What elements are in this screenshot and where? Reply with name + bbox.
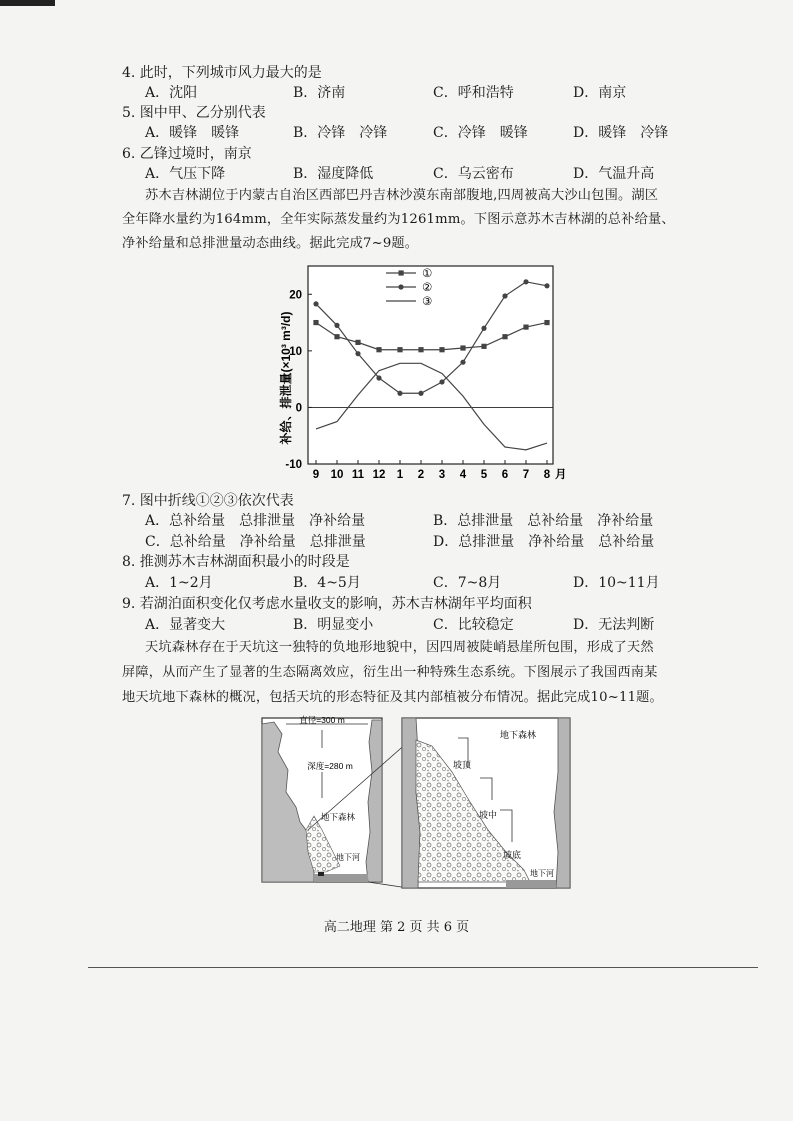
lake-balance-chart (268, 258, 568, 490)
river-label-right: 地下河 (530, 869, 554, 878)
forest-label-left: 地下森林 (320, 812, 356, 822)
legend-label-3: ③ (422, 296, 433, 308)
chart-point-s1 (376, 347, 381, 352)
chart-point-s1 (418, 347, 423, 352)
chart-point-s2 (334, 323, 339, 328)
question-9-option-c: C．比较稳定 (433, 617, 514, 633)
question-9-stem: 9. 若湖泊面积变化仅考虑水量收支的影响，苏木吉林湖年平均面积 (122, 596, 532, 612)
question-6-option-a: A．气压下降 (145, 166, 226, 182)
chart-point-s2 (397, 391, 402, 396)
scan-mark (0, 0, 55, 6)
chart-x-tick-label: 9 (312, 469, 320, 481)
slope-bottom-label: 坡底 (502, 850, 522, 860)
chart-point-s2 (502, 293, 507, 298)
legend-label-1: ① (422, 268, 433, 280)
forest-label-right: 地下森林 (499, 730, 537, 740)
chart-y-tick-label: 10 (289, 345, 302, 358)
question-8-option-d: D．10~11月 (573, 575, 660, 591)
chart-point-s1 (544, 320, 549, 325)
question-8-stem: 8. 推测苏木吉林湖面积最小的时段是 (122, 554, 350, 570)
question-4-stem: 4. 此时，下列城市风力最大的是 (122, 65, 322, 81)
forest-slope-detail (402, 718, 570, 888)
question-4-option-a: A．沈阳 (145, 85, 198, 101)
chart-x-tick-label: 1 (396, 469, 404, 481)
depth-label: 深度=280 m (307, 761, 353, 771)
chart-point-s1 (334, 334, 339, 339)
passage-2-line-1: 天坑森林存在于天坑这一独特的负地形地貌中，因四周被陡峭悬崖所包围，形成了天然 (145, 640, 654, 655)
slope-middle-label: 坡中 (478, 810, 498, 820)
chart-x-unit-label: 月 (555, 469, 567, 481)
passage-1-line-1: 苏木吉林湖位于内蒙古自治区西部巴丹吉林沙漠东南部腹地,四周被高大沙山包围。湖区 (145, 188, 659, 203)
chart-point-s2 (376, 375, 381, 380)
question-5-stem: 5. 图中甲、乙分别代表 (122, 105, 266, 121)
question-6-option-d: D．气温升高 (573, 166, 655, 182)
page-footer: 高二地理 第 2 页 共 6 页 (323, 920, 470, 935)
chart-x-tick-label: 12 (372, 469, 386, 481)
question-7-stem: 7. 图中折线①②③依次代表 (122, 493, 294, 509)
question-4-option-c: C．呼和浩特 (433, 85, 514, 101)
question-5-option-b: B．冷锋 冷锋 (293, 125, 388, 141)
chart-point-s1 (397, 347, 402, 352)
question-5-option-d: D．暖锋 冷锋 (573, 125, 669, 141)
question-7-option-a: A．总补给量 总排泄量 净补给量 (145, 513, 366, 529)
chart-point-s2 (418, 391, 423, 396)
question-6-stem: 6. 乙锋过境时，南京 (122, 146, 252, 162)
question-8-option-c: C．7~8月 (433, 575, 502, 591)
chart-y-tick-label: -10 (285, 459, 302, 471)
chart-point-s2 (355, 351, 360, 356)
chart-point-s2 (313, 301, 318, 306)
chart-point-s1 (439, 347, 444, 352)
question-9-option-d: D．无法判断 (573, 617, 655, 633)
passage-1-line-3: 净补给量和总排泄量动态曲线。据此完成7~9题。 (122, 236, 419, 251)
chart-x-tick-label: 4 (459, 469, 467, 481)
sinkhole-cross-section (262, 715, 382, 882)
chart-x-tick-label: 2 (417, 469, 425, 481)
question-4-option-b: B．济南 (293, 85, 346, 101)
chart-point-s1 (523, 324, 528, 329)
chart-point-s2 (460, 360, 465, 365)
chart-x-tick-label: 11 (351, 469, 365, 481)
question-6-option-b: B．湿度降低 (293, 166, 374, 182)
question-9-option-b: B．明显变小 (293, 617, 374, 633)
chart-point-s1 (502, 334, 507, 339)
chart-point-s1 (355, 340, 360, 345)
legend-label-2: ② (422, 282, 433, 294)
chart-y-tick-label: 20 (289, 289, 302, 302)
legend-marker-1 (399, 270, 404, 275)
sinkhole-forest-diagram (256, 712, 582, 892)
question-8-option-a: A．1~2月 (145, 575, 213, 591)
chart-x-tick-label: 10 (330, 469, 344, 481)
chart-point-s1 (313, 320, 318, 325)
question-5-option-c: C．冷锋 暖锋 (433, 125, 528, 141)
question-9-option-a: A．显著变大 (145, 617, 226, 633)
chart-point-s1 (460, 345, 465, 350)
question-5-option-a: A．暖锋 暖锋 (145, 125, 240, 141)
chart-x-tick-label: 3 (438, 469, 446, 481)
question-4-option-d: D．南京 (573, 85, 627, 101)
chart-point-s2 (544, 283, 549, 288)
chart-x-tick-label: 8 (543, 469, 551, 481)
question-6-option-c: C．乌云密布 (433, 166, 514, 182)
question-7-option-b: B．总排泄量 总补给量 净补给量 (433, 513, 654, 529)
slope-top-label: 坡顶 (452, 760, 472, 770)
passage-2-line-3: 地天坑地下森林的概况，包括天坑的形态特征及其内部植被分布情况。据此完成10~11题。 (122, 690, 663, 705)
chart-y-axis-label: 补给、排泄量(×10³ m³/d) (279, 311, 293, 445)
chart-x-tick-label: 5 (480, 469, 488, 481)
chart-x-tick-label: 6 (501, 469, 509, 481)
river-label-left: 地下河 (336, 853, 360, 862)
bottom-rule (88, 967, 758, 968)
diameter-label: 直径=300 m (299, 715, 345, 725)
chart-y-tick-label: 0 (295, 402, 302, 415)
chart-point-s2 (481, 326, 486, 331)
question-7-option-c: C．总补给量 净补给量 总排泄量 (145, 534, 366, 550)
passage-2-line-2: 屏障，从而产生了显著的生态隔离效应，衍生出一种特殊生态系统。下图展示了我国西南某 (122, 665, 658, 680)
question-7-option-d: D．总排泄量 净补给量 总补给量 (433, 534, 655, 550)
legend-marker-2 (398, 284, 403, 289)
chart-x-tick-label: 7 (522, 469, 530, 481)
chart-point-s1 (481, 344, 486, 349)
chart-point-s2 (523, 279, 528, 284)
question-8-option-b: B．4~5月 (293, 575, 361, 591)
chart-point-s2 (439, 379, 444, 384)
passage-1-line-2: 全年降水量约为164mm，全年实际蒸发量约为1261mm。下图示意苏木吉林湖的总补给量、 (122, 212, 675, 227)
